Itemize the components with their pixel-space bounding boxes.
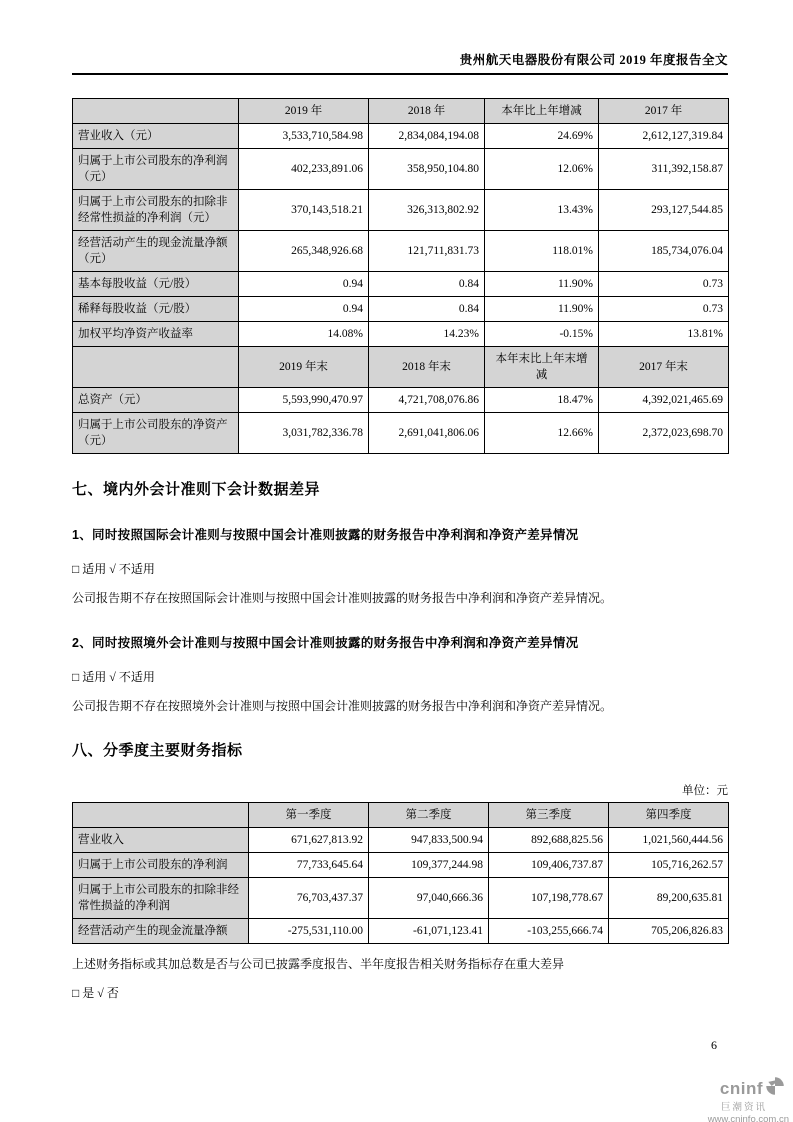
- value-cell: 118.01%: [485, 231, 599, 272]
- value-cell: -61,071,123.41: [369, 919, 489, 944]
- table-row: [73, 388, 729, 413]
- section7-sub1-note: 公司报告期不存在按照国际会计准则与按照中国会计准则披露的财务报告中净利润和净资产差异情况。: [72, 591, 613, 605]
- section8-title: 八、分季度主要财务指标: [72, 742, 243, 759]
- cninfo-logo: [679, 1076, 789, 1122]
- value-cell: 326,313,802.92: [369, 190, 485, 231]
- table-row: [73, 828, 729, 853]
- value-cell: 13.43%: [485, 190, 599, 231]
- value-cell: 109,406,737.87: [489, 853, 609, 878]
- table-header-cell: 2018 年: [369, 99, 485, 124]
- table-header-cell: 2019 年: [239, 99, 369, 124]
- value-cell: 18.47%: [485, 388, 599, 413]
- key-metrics-table: [72, 98, 729, 454]
- row-label-cell: 总资产（元）: [73, 388, 239, 413]
- row-label-cell: 归属于上市公司股东的扣除非经常性损益的净利润: [73, 878, 249, 919]
- section7-sub2-title: 2、同时按照境外会计准则与按照中国会计准则披露的财务报告中净利润和净资产差异情况: [72, 636, 579, 650]
- value-cell: 97,040,666.36: [369, 878, 489, 919]
- value-cell: -275,531,110.00: [249, 919, 369, 944]
- value-cell: 107,198,778.67: [489, 878, 609, 919]
- logo-row: [720, 1076, 785, 1101]
- value-cell: 293,127,544.85: [599, 190, 729, 231]
- table-row: [73, 297, 729, 322]
- value-cell: 76,703,437.37: [249, 878, 369, 919]
- table-header-cell: 第三季度: [489, 803, 609, 828]
- value-cell: -0.15%: [485, 322, 599, 347]
- table-row: [73, 149, 729, 190]
- value-cell: 109,377,244.98: [369, 853, 489, 878]
- page-number: 6: [711, 1038, 717, 1052]
- quarterly-metrics-table: [72, 802, 729, 944]
- table-row: [73, 231, 729, 272]
- row-label-cell: 营业收入: [73, 828, 249, 853]
- value-cell: 402,233,891.06: [239, 149, 369, 190]
- quarterly-footnote: 上述财务指标或其加总数是否与公司已披露季度报告、半年度报告相关财务指标存在重大差异: [72, 957, 565, 971]
- value-cell: 265,348,926.68: [239, 231, 369, 272]
- section7-sub2-note: 公司报告期不存在按照境外会计准则与按照中国会计准则披露的财务报告中净利润和净资产差异情况。: [72, 699, 613, 713]
- value-cell: 2,834,084,194.08: [369, 124, 485, 149]
- running-header: 贵州航天电器股份有限公司 2019 年度报告全文: [72, 50, 728, 75]
- section7-title: 七、境内外会计准则下会计数据差异: [72, 481, 321, 498]
- row-label-cell: 经营活动产生的现金流量净额: [73, 919, 249, 944]
- value-cell: 0.84: [369, 297, 485, 322]
- table-row: [73, 878, 729, 919]
- value-cell: 24.69%: [485, 124, 599, 149]
- value-cell: 3,533,710,584.98: [239, 124, 369, 149]
- value-cell: 11.90%: [485, 297, 599, 322]
- row-label-cell: [73, 347, 239, 388]
- value-cell: -103,255,666.74: [489, 919, 609, 944]
- table-row: [73, 853, 729, 878]
- row-label-cell: 加权平均净资产收益率: [73, 322, 239, 347]
- unit-label: 单位：元: [682, 785, 728, 797]
- logo-url: www.cninfo.com.cn: [707, 1114, 789, 1122]
- table-row: [73, 272, 729, 297]
- page-content: [72, 0, 728, 1002]
- section7-sub1-applicability: □ 适用 √ 不适用: [72, 562, 155, 576]
- row-label-cell: 基本每股收益（元/股）: [73, 272, 239, 297]
- quarterly-answer: □ 是 √ 否: [72, 986, 119, 1000]
- value-cell: 0.73: [599, 297, 729, 322]
- value-cell: 89,200,635.81: [609, 878, 729, 919]
- row-label-cell: 经营活动产生的现金流量净额（元）: [73, 231, 239, 272]
- value-cell: 705,206,826.83: [609, 919, 729, 944]
- value-cell: 77,733,645.64: [249, 853, 369, 878]
- section7-sub1-title: 1、同时按照国际会计准则与按照中国会计准则披露的财务报告中净利润和净资产差异情况: [72, 528, 579, 542]
- value-cell: 11.90%: [485, 272, 599, 297]
- value-cell: 0.94: [239, 297, 369, 322]
- row-label-cell: 营业收入（元）: [73, 124, 239, 149]
- value-cell: 892,688,825.56: [489, 828, 609, 853]
- value-cell: 13.81%: [599, 322, 729, 347]
- value-cell: 0.84: [369, 272, 485, 297]
- table-row: [73, 322, 729, 347]
- value-cell: 1,021,560,444.56: [609, 828, 729, 853]
- sub-header-cell: 2018 年末: [369, 347, 485, 388]
- logo-chinese-name: 巨潮资讯: [720, 1102, 767, 1113]
- value-cell: 14.08%: [239, 322, 369, 347]
- value-cell: 105,716,262.57: [609, 853, 729, 878]
- table-header-cell: 2017 年: [599, 99, 729, 124]
- sub-header-cell: 2017 年末: [599, 347, 729, 388]
- row-label-cell: 稀释每股收益（元/股）: [73, 297, 239, 322]
- table-row: [73, 919, 729, 944]
- value-cell: 2,691,041,806.06: [369, 413, 485, 454]
- value-cell: 358,950,104.80: [369, 149, 485, 190]
- table-header-cell: 第一季度: [249, 803, 369, 828]
- table-row: [73, 124, 729, 149]
- value-cell: 121,711,831.73: [369, 231, 485, 272]
- value-cell: 2,372,023,698.70: [599, 413, 729, 454]
- sub-header-cell: 2019 年末: [239, 347, 369, 388]
- table-header-cell: 第二季度: [369, 803, 489, 828]
- swirl-icon: [765, 1076, 785, 1101]
- value-cell: 2,612,127,319.84: [599, 124, 729, 149]
- value-cell: 4,392,021,465.69: [599, 388, 729, 413]
- logo-wordmark: cninf: [719, 1078, 763, 1098]
- section7-sub2-applicability: □ 适用 √ 不适用: [72, 670, 155, 684]
- value-cell: 3,031,782,336.78: [239, 413, 369, 454]
- table-row: [73, 413, 729, 454]
- value-cell: 5,593,990,470.97: [239, 388, 369, 413]
- value-cell: 370,143,518.21: [239, 190, 369, 231]
- value-cell: 12.06%: [485, 149, 599, 190]
- row-label-cell: 归属于上市公司股东的净资产（元）: [73, 413, 239, 454]
- row-label-cell: 归属于上市公司股东的扣除非经常性损益的净利润（元）: [73, 190, 239, 231]
- value-cell: 14.23%: [369, 322, 485, 347]
- sub-header-cell: 本年末比上年末增减: [485, 347, 599, 388]
- table-row: [73, 347, 729, 388]
- value-cell: 12.66%: [485, 413, 599, 454]
- table-header-row: [73, 99, 729, 124]
- value-cell: 311,392,158.87: [599, 149, 729, 190]
- table-header-cell: [73, 99, 239, 124]
- value-cell: 0.94: [239, 272, 369, 297]
- table-header-row: [73, 803, 729, 828]
- row-label-cell: 归属于上市公司股东的净利润: [73, 853, 249, 878]
- value-cell: 4,721,708,076.86: [369, 388, 485, 413]
- value-cell: 671,627,813.92: [249, 828, 369, 853]
- table-row: [73, 190, 729, 231]
- table-header-cell: [73, 803, 249, 828]
- table-header-cell: 第四季度: [609, 803, 729, 828]
- row-label-cell: 归属于上市公司股东的净利润（元）: [73, 149, 239, 190]
- value-cell: 0.73: [599, 272, 729, 297]
- value-cell: 185,734,076.04: [599, 231, 729, 272]
- value-cell: 947,833,500.94: [369, 828, 489, 853]
- table-header-cell: 本年比上年增减: [485, 99, 599, 124]
